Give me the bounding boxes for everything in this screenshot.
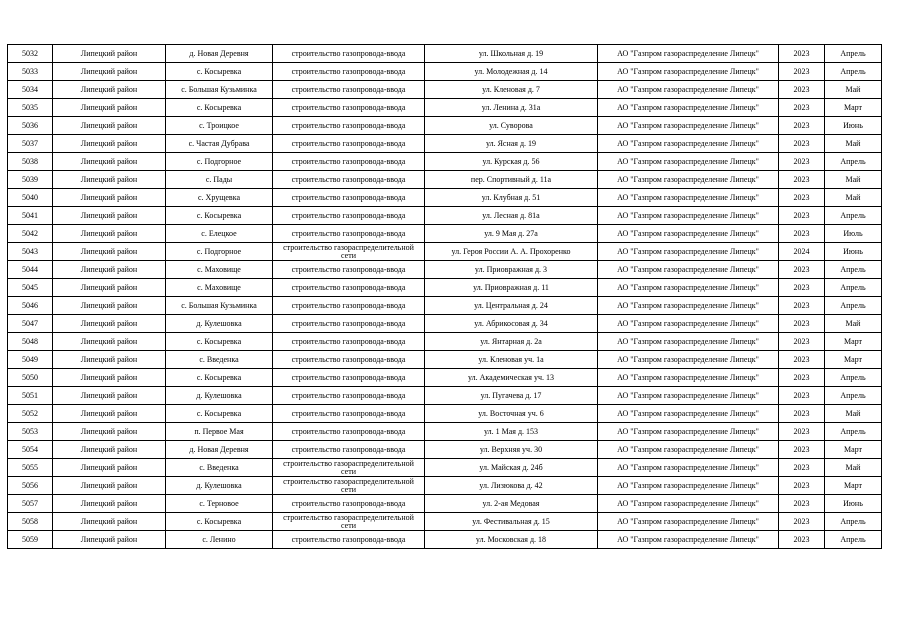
cell-address: ул. 9 Мая д. 27а [425, 225, 598, 243]
cell-row-number: 5035 [8, 99, 53, 117]
cell-address: ул. Центральная д. 24 [425, 297, 598, 315]
cell-district: Липецкий район [53, 261, 166, 279]
cell-month: Апрель [825, 279, 882, 297]
cell-settlement: с. Косыревка [166, 369, 273, 387]
cell-settlement: с. Маховище [166, 261, 273, 279]
cell-district: Липецкий район [53, 63, 166, 81]
cell-year: 2024 [779, 243, 825, 261]
table-row [8, 225, 882, 243]
cell-row-number: 5039 [8, 171, 53, 189]
cell-settlement: д. Новая Деревня [166, 45, 273, 63]
cell-district: Липецкий район [53, 279, 166, 297]
cell-address: ул. Ленина д. 31а [425, 99, 598, 117]
cell-row-number: 5052 [8, 405, 53, 423]
cell-district: Липецкий район [53, 135, 166, 153]
cell-month: Апрель [825, 369, 882, 387]
cell-contractor: АО "Газпром газораспределение Липецк" [598, 513, 779, 531]
cell-contractor: АО "Газпром газораспределение Липецк" [598, 63, 779, 81]
cell-district: Липецкий район [53, 99, 166, 117]
cell-address: ул. Фестивальная д. 15 [425, 513, 598, 531]
table-row [8, 531, 882, 549]
cell-work-type: строительство газопровода-ввода [273, 297, 425, 315]
cell-year: 2023 [779, 153, 825, 171]
cell-settlement: с. Маховище [166, 279, 273, 297]
cell-row-number: 5044 [8, 261, 53, 279]
cell-work-type: строительство газопровода-ввода [273, 333, 425, 351]
cell-contractor: АО "Газпром газораспределение Липецк" [598, 207, 779, 225]
cell-month: Апрель [825, 63, 882, 81]
cell-month: Апрель [825, 513, 882, 531]
cell-work-type: строительство газопровода-ввода [273, 189, 425, 207]
cell-settlement: с. Косыревка [166, 405, 273, 423]
cell-row-number: 5051 [8, 387, 53, 405]
cell-contractor: АО "Газпром газораспределение Липецк" [598, 369, 779, 387]
cell-row-number: 5045 [8, 279, 53, 297]
table-row [8, 297, 882, 315]
cell-row-number: 5046 [8, 297, 53, 315]
table-row [8, 351, 882, 369]
table-row [8, 477, 882, 495]
cell-address: ул. Лесная д. 81а [425, 207, 598, 225]
cell-row-number: 5059 [8, 531, 53, 549]
cell-month: Март [825, 351, 882, 369]
table-row [8, 153, 882, 171]
cell-settlement: п. Первое Мая [166, 423, 273, 441]
cell-row-number: 5054 [8, 441, 53, 459]
cell-address: ул. Академическая уч. 13 [425, 369, 598, 387]
table-row [8, 189, 882, 207]
cell-month: Июнь [825, 243, 882, 261]
table-row [8, 441, 882, 459]
cell-district: Липецкий район [53, 351, 166, 369]
table-row [8, 81, 882, 99]
cell-settlement: с. Ленино [166, 531, 273, 549]
cell-year: 2023 [779, 171, 825, 189]
cell-address: ул. Восточная уч. 6 [425, 405, 598, 423]
cell-district: Липецкий район [53, 45, 166, 63]
cell-contractor: АО "Газпром газораспределение Липецк" [598, 189, 779, 207]
cell-month: Май [825, 459, 882, 477]
cell-settlement: с. Большая Кузьминка [166, 297, 273, 315]
cell-settlement: с. Косыревка [166, 513, 273, 531]
cell-address: ул. Клубная д. 51 [425, 189, 598, 207]
cell-year: 2023 [779, 135, 825, 153]
cell-work-type: строительство газопровода-ввода [273, 153, 425, 171]
cell-row-number: 5032 [8, 45, 53, 63]
cell-row-number: 5047 [8, 315, 53, 333]
cell-row-number: 5053 [8, 423, 53, 441]
cell-contractor: АО "Газпром газораспределение Липецк" [598, 171, 779, 189]
cell-work-type: строительство газопровода-ввода [273, 531, 425, 549]
cell-address: ул. Суворова [425, 117, 598, 135]
cell-year: 2023 [779, 225, 825, 243]
cell-district: Липецкий район [53, 423, 166, 441]
cell-settlement: с. Троицкое [166, 117, 273, 135]
cell-month: Апрель [825, 423, 882, 441]
cell-month: Март [825, 441, 882, 459]
cell-district: Липецкий район [53, 153, 166, 171]
cell-address: ул. 1 Мая д. 153 [425, 423, 598, 441]
cell-contractor: АО "Газпром газораспределение Липецк" [598, 225, 779, 243]
cell-year: 2023 [779, 315, 825, 333]
cell-address: ул. Московская д. 18 [425, 531, 598, 549]
table-row [8, 171, 882, 189]
cell-year: 2023 [779, 261, 825, 279]
cell-work-type: строительство газопровода-ввода [273, 279, 425, 297]
cell-work-type: строительство газопровода-ввода [273, 387, 425, 405]
cell-work-type: строительство газопровода-ввода [273, 405, 425, 423]
table-row [8, 279, 882, 297]
cell-settlement: с. Введенка [166, 459, 273, 477]
cell-contractor: АО "Газпром газораспределение Липецк" [598, 261, 779, 279]
cell-year: 2023 [779, 189, 825, 207]
cell-contractor: АО "Газпром газораспределение Липецк" [598, 495, 779, 513]
cell-contractor: АО "Газпром газораспределение Липецк" [598, 117, 779, 135]
cell-work-type: строительство газопровода-ввода [273, 315, 425, 333]
cell-contractor: АО "Газпром газораспределение Липецк" [598, 153, 779, 171]
cell-work-type: строительство газопровода-ввода [273, 99, 425, 117]
cell-settlement: с. Введенка [166, 351, 273, 369]
cell-row-number: 5042 [8, 225, 53, 243]
cell-work-type: строительство газопровода-ввода [273, 441, 425, 459]
cell-year: 2023 [779, 45, 825, 63]
cell-year: 2023 [779, 207, 825, 225]
cell-year: 2023 [779, 459, 825, 477]
cell-year: 2023 [779, 495, 825, 513]
cell-district: Липецкий район [53, 333, 166, 351]
cell-work-type: строительство газораспределительной сети [273, 243, 425, 261]
cell-work-type: строительство газопровода-ввода [273, 81, 425, 99]
cell-district: Липецкий район [53, 243, 166, 261]
cell-year: 2023 [779, 423, 825, 441]
cell-row-number: 5037 [8, 135, 53, 153]
cell-district: Липецкий район [53, 477, 166, 495]
cell-settlement: д. Новая Деревня [166, 441, 273, 459]
cell-month: Апрель [825, 261, 882, 279]
cell-work-type: строительство газопровода-ввода [273, 369, 425, 387]
cell-month: Апрель [825, 387, 882, 405]
cell-row-number: 5041 [8, 207, 53, 225]
cell-year: 2023 [779, 333, 825, 351]
cell-row-number: 5034 [8, 81, 53, 99]
table-row [8, 315, 882, 333]
cell-contractor: АО "Газпром газораспределение Липецк" [598, 45, 779, 63]
cell-row-number: 5058 [8, 513, 53, 531]
table-row [8, 45, 882, 63]
cell-contractor: АО "Газпром газораспределение Липецк" [598, 243, 779, 261]
cell-year: 2023 [779, 477, 825, 495]
cell-contractor: АО "Газпром газораспределение Липецк" [598, 297, 779, 315]
cell-settlement: с. Большая Кузьминка [166, 81, 273, 99]
cell-contractor: АО "Газпром газораспределение Липецк" [598, 477, 779, 495]
cell-year: 2023 [779, 369, 825, 387]
table-row [8, 459, 882, 477]
cell-work-type: строительство газопровода-ввода [273, 495, 425, 513]
table-body [8, 45, 882, 549]
cell-address: пер. Спортивный д. 11а [425, 171, 598, 189]
cell-district: Липецкий район [53, 369, 166, 387]
cell-year: 2023 [779, 531, 825, 549]
cell-settlement: с. Пады [166, 171, 273, 189]
table-row [8, 513, 882, 531]
table-row [8, 369, 882, 387]
cell-work-type: строительство газопровода-ввода [273, 225, 425, 243]
cell-work-type: строительство газораспределительной сети [273, 459, 425, 477]
cell-address: ул. Приовражная д. 3 [425, 261, 598, 279]
cell-month: Май [825, 405, 882, 423]
cell-settlement: с. Подгорное [166, 243, 273, 261]
cell-year: 2023 [779, 405, 825, 423]
cell-district: Липецкий район [53, 171, 166, 189]
cell-month: Апрель [825, 207, 882, 225]
cell-settlement: с. Косыревка [166, 99, 273, 117]
cell-work-type: строительство газопровода-ввода [273, 423, 425, 441]
cell-contractor: АО "Газпром газораспределение Липецк" [598, 351, 779, 369]
cell-address: ул. Героя России А. А. Прохоренко [425, 243, 598, 261]
cell-work-type: строительство газораспределительной сети [273, 513, 425, 531]
cell-contractor: АО "Газпром газораспределение Липецк" [598, 405, 779, 423]
cell-month: Апрель [825, 531, 882, 549]
cell-address: ул. Лизюкова д. 42 [425, 477, 598, 495]
cell-month: Июнь [825, 495, 882, 513]
cell-row-number: 5048 [8, 333, 53, 351]
table-row [8, 495, 882, 513]
cell-month: Май [825, 81, 882, 99]
cell-work-type: строительство газопровода-ввода [273, 45, 425, 63]
cell-district: Липецкий район [53, 459, 166, 477]
cell-year: 2023 [779, 297, 825, 315]
table-row [8, 261, 882, 279]
cell-address: ул. Молодежная д. 14 [425, 63, 598, 81]
cell-year: 2023 [779, 387, 825, 405]
cell-contractor: АО "Газпром газораспределение Липецк" [598, 333, 779, 351]
cell-work-type: строительство газопровода-ввода [273, 135, 425, 153]
cell-year: 2023 [779, 117, 825, 135]
table-row [8, 333, 882, 351]
cell-month: Апрель [825, 297, 882, 315]
cell-district: Липецкий район [53, 441, 166, 459]
cell-row-number: 5049 [8, 351, 53, 369]
cell-settlement: с. Хрущевка [166, 189, 273, 207]
cell-month: Апрель [825, 153, 882, 171]
gas-connection-table [7, 44, 882, 549]
cell-row-number: 5038 [8, 153, 53, 171]
table-row [8, 63, 882, 81]
cell-address: ул. Школьная д. 19 [425, 45, 598, 63]
cell-work-type: строительство газораспределительной сети [273, 477, 425, 495]
cell-year: 2023 [779, 63, 825, 81]
cell-settlement: с. Подгорное [166, 153, 273, 171]
cell-contractor: АО "Газпром газораспределение Липецк" [598, 279, 779, 297]
cell-work-type: строительство газопровода-ввода [273, 63, 425, 81]
cell-district: Липецкий район [53, 495, 166, 513]
cell-month: Апрель [825, 45, 882, 63]
cell-work-type: строительство газопровода-ввода [273, 351, 425, 369]
cell-month: Март [825, 477, 882, 495]
cell-address: ул. 2-ая Медовая [425, 495, 598, 513]
cell-address: ул. Приовражная д. 11 [425, 279, 598, 297]
cell-settlement: с. Косыревка [166, 207, 273, 225]
cell-district: Липецкий район [53, 81, 166, 99]
table-row [8, 405, 882, 423]
cell-address: ул. Кленовая уч. 1а [425, 351, 598, 369]
cell-address: ул. Пугачева д. 17 [425, 387, 598, 405]
cell-month: Март [825, 333, 882, 351]
cell-row-number: 5043 [8, 243, 53, 261]
cell-row-number: 5050 [8, 369, 53, 387]
cell-work-type: строительство газопровода-ввода [273, 207, 425, 225]
cell-month: Июнь [825, 117, 882, 135]
cell-row-number: 5033 [8, 63, 53, 81]
cell-district: Липецкий район [53, 225, 166, 243]
cell-year: 2023 [779, 99, 825, 117]
cell-year: 2023 [779, 513, 825, 531]
cell-contractor: АО "Газпром газораспределение Липецк" [598, 387, 779, 405]
cell-row-number: 5057 [8, 495, 53, 513]
table-row [8, 135, 882, 153]
cell-district: Липецкий район [53, 207, 166, 225]
cell-contractor: АО "Газпром газораспределение Липецк" [598, 441, 779, 459]
cell-address: ул. Кленовая д. 7 [425, 81, 598, 99]
cell-settlement: с. Косыревка [166, 63, 273, 81]
cell-row-number: 5055 [8, 459, 53, 477]
cell-row-number: 5036 [8, 117, 53, 135]
cell-row-number: 5040 [8, 189, 53, 207]
cell-year: 2023 [779, 279, 825, 297]
cell-address: ул. Янтарная д. 2а [425, 333, 598, 351]
cell-district: Липецкий район [53, 297, 166, 315]
cell-contractor: АО "Газпром газораспределение Липецк" [598, 315, 779, 333]
cell-month: Июль [825, 225, 882, 243]
cell-contractor: АО "Газпром газораспределение Липецк" [598, 423, 779, 441]
table-row [8, 117, 882, 135]
cell-month: Май [825, 135, 882, 153]
cell-settlement: с. Частая Дубрава [166, 135, 273, 153]
cell-address: ул. Верхняя уч. 30 [425, 441, 598, 459]
cell-month: Май [825, 315, 882, 333]
cell-year: 2023 [779, 441, 825, 459]
cell-district: Липецкий район [53, 387, 166, 405]
cell-contractor: АО "Газпром газораспределение Липецк" [598, 135, 779, 153]
cell-district: Липецкий район [53, 315, 166, 333]
cell-contractor: АО "Газпром газораспределение Липецк" [598, 81, 779, 99]
cell-address: ул. Ясная д. 19 [425, 135, 598, 153]
cell-month: Май [825, 189, 882, 207]
table-row [8, 207, 882, 225]
cell-address: ул. Курская д. 56 [425, 153, 598, 171]
cell-settlement: д. Кулешовка [166, 477, 273, 495]
table-row [8, 423, 882, 441]
cell-year: 2023 [779, 351, 825, 369]
cell-address: ул. Абрикосовая д. 34 [425, 315, 598, 333]
table-row [8, 99, 882, 117]
cell-district: Липецкий район [53, 531, 166, 549]
cell-settlement: с. Косыревка [166, 333, 273, 351]
cell-settlement: с. Терновое [166, 495, 273, 513]
cell-month: Май [825, 171, 882, 189]
cell-row-number: 5056 [8, 477, 53, 495]
cell-month: Март [825, 99, 882, 117]
cell-district: Липецкий район [53, 189, 166, 207]
cell-contractor: АО "Газпром газораспределение Липецк" [598, 99, 779, 117]
table-row [8, 387, 882, 405]
cell-district: Липецкий район [53, 117, 166, 135]
cell-settlement: д. Кулешовка [166, 387, 273, 405]
cell-work-type: строительство газопровода-ввода [273, 117, 425, 135]
cell-contractor: АО "Газпром газораспределение Липецк" [598, 531, 779, 549]
cell-year: 2023 [779, 81, 825, 99]
cell-work-type: строительство газопровода-ввода [273, 261, 425, 279]
cell-district: Липецкий район [53, 513, 166, 531]
cell-work-type: строительство газопровода-ввода [273, 171, 425, 189]
table-row [8, 243, 882, 261]
cell-settlement: с. Елецкое [166, 225, 273, 243]
cell-contractor: АО "Газпром газораспределение Липецк" [598, 459, 779, 477]
cell-address: ул. Майская д. 24б [425, 459, 598, 477]
cell-settlement: д. Кулешовка [166, 315, 273, 333]
cell-district: Липецкий район [53, 405, 166, 423]
